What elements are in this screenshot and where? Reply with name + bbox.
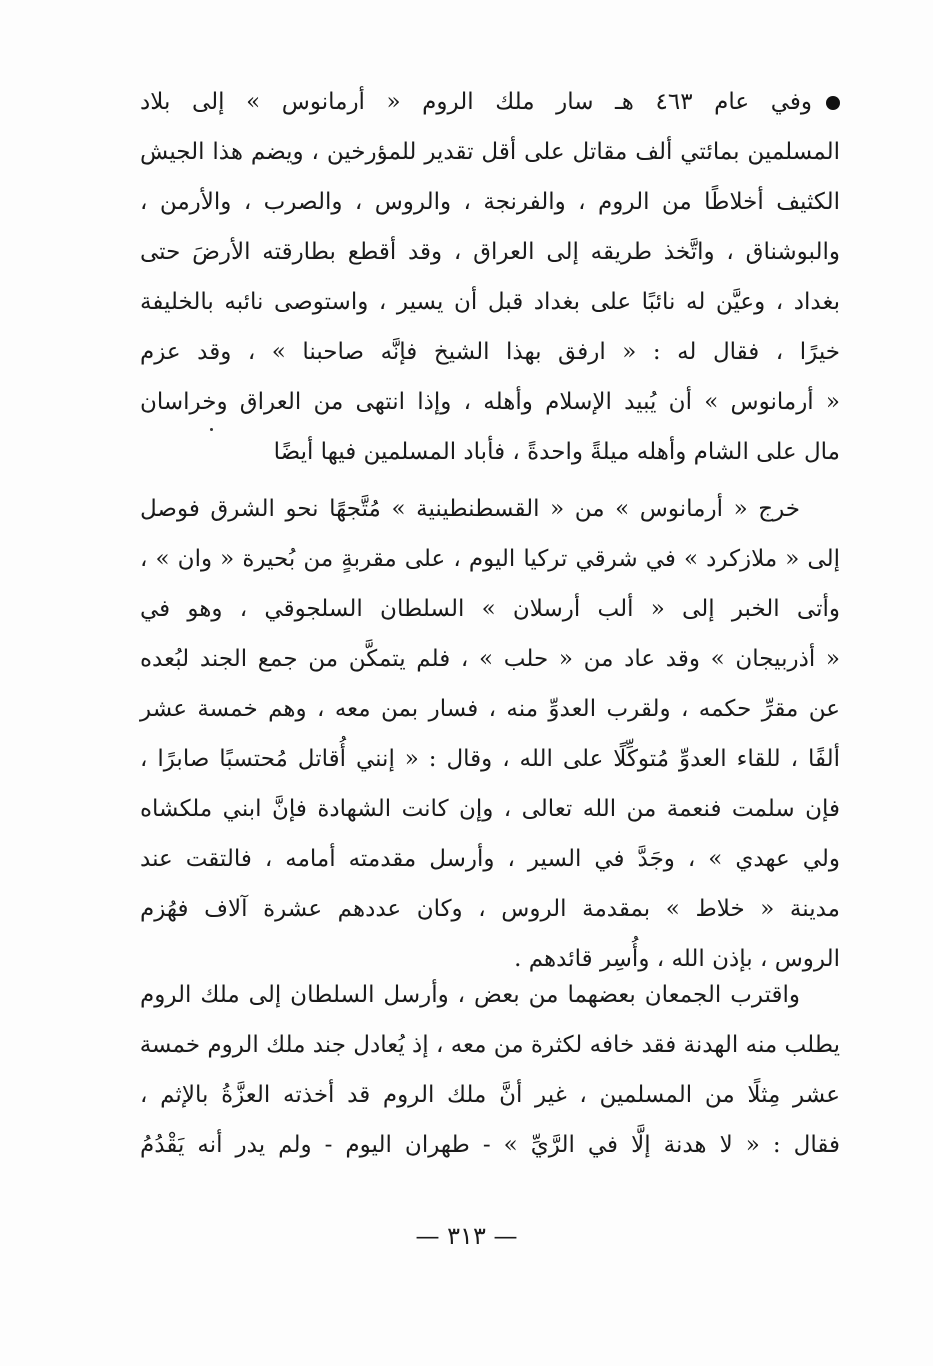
text-line: مال على الشام وأهله ميلةً واحدةً ، فأباد المسلمين فيها أيضًا <box>273 439 840 465</box>
text-line: عشر مِثلًا من المسلمين ، غير أنَّ ملك الروم قد أخذته العزَّةُ بالإثم ، <box>140 1082 840 1108</box>
text-line: المسلمين بمائتي ألف مقاتل على أقل تقدير للمؤرخين ، ويضم هذا الجيش <box>140 139 840 165</box>
text-line: مدينة « خلاط » بمقدمة الروس ، وكان عددهم عشرة آلاف فهُزم <box>140 896 840 922</box>
text-line: عن مقرِّ حكمه ، ولقرب العدوِّ منه ، فسار بمن معه ، وهم خمسة عشر <box>140 696 840 722</box>
bullet-icon <box>826 96 840 110</box>
text-line: وفي عام ٤٦٣ هـ سار ملك الروم « أرمانوس » إلى بلاد <box>140 77 840 127</box>
text-line: واقترب الجمعان بعضهما من بعض ، وأرسل السلطان إلى ملك الروم <box>140 982 800 1008</box>
text-line: الروس ، بإذن الله ، وأُسِر قائدهم . <box>514 946 840 972</box>
text-line: إلى « ملازكرد » في شرقي تركيا اليوم ، على مقربةٍ من بُحيرة « وان » ، <box>140 546 840 572</box>
text-line: فإن سلمت فنعمة من الله تعالى ، وإن كانت الشهادة فإنَّ ابني ملكشاه <box>140 796 840 822</box>
paragraph-3 <box>140 970 840 1170</box>
text-line: فقال : « لا هدنة إلَّا في الرَّيِّ » - طهران اليوم - ولم يدر أنه يَقْدُمُ <box>140 1132 840 1158</box>
paragraph-2 <box>140 484 840 984</box>
text-line: خرج « أرمانوس » من « القسطنطينية » مُتَّجهًا نحو الشرق فوصل <box>140 496 800 522</box>
text-line: « أرمانوس » أن يُبيد الإسلام وأهله ، وإذا انتهى من العراق وخراسان <box>140 389 840 415</box>
print-speck <box>210 428 213 431</box>
text-line: خيرًا ، فقال له : « ارفق بهذا الشيخ فإنَّه صاحبنا » ، وقد عزم <box>140 339 840 365</box>
text-line: ألفًا ، للقاء العدوِّ مُتوكِّلًا على الله ، وقال : « إنني أُقاتل مُحتسبًا صابرًا ، <box>140 746 840 772</box>
page-number: — ٣١٣ — <box>415 1222 518 1250</box>
text-line: يطلب منه الهدنة فقد خافه لكثرة من معه ، إذ يُعادل جند ملك الروم خمسة <box>139 1032 840 1058</box>
text-line: الكثيف أخلاطًا من الروم ، والفرنجة ، والروس ، والصرب ، والأرمن ، <box>140 189 840 215</box>
paragraph-1 <box>140 77 840 477</box>
text-line: وأتى الخبر إلى « ألب أرسلان » السلطان السلجوقي ، وهو في <box>140 596 840 622</box>
text-line: ولي عهدي » ، وجَدَّ في السير ، وأرسل مقدمته أمامه ، فالتقت عند <box>140 846 840 872</box>
text-line: « أذربيجان » وقد عاد من « حلب » ، فلم يتمكَّن من جمع الجند لبُعده <box>140 646 840 672</box>
text-line: والبوشناق ، واتَّخذ طريقه إلى العراق ، وقد أقطع بطارقته الأرضَ حتى <box>140 239 840 265</box>
text-line: بغداد ، وعيَّن له نائبًا على بغداد قبل أن يسير ، واستوصى نائبه بالخليفة <box>140 289 840 315</box>
